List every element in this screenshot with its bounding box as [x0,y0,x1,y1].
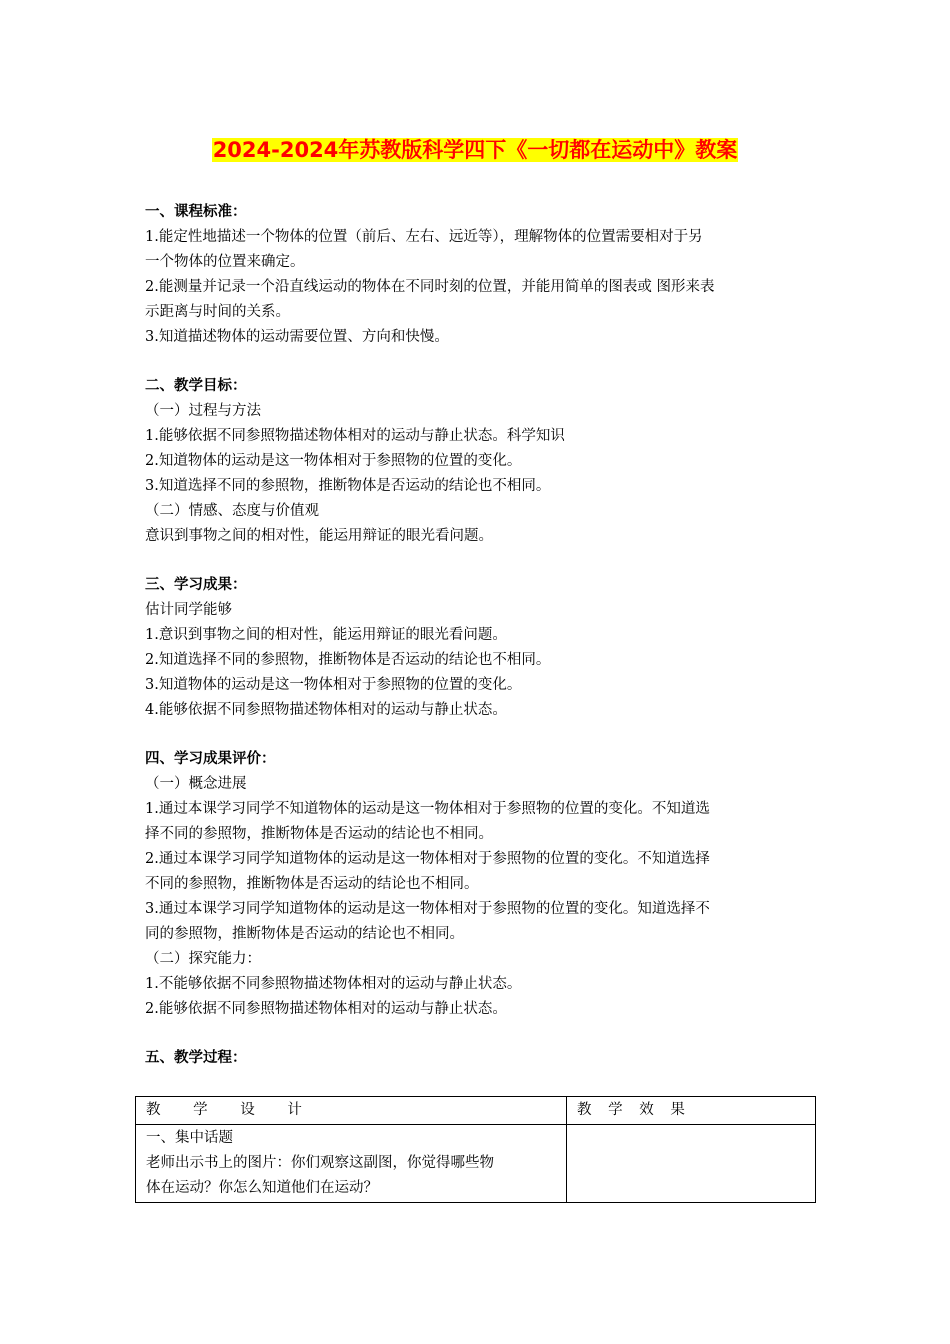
paragraph-line: （二）探究能力： [145,951,261,967]
section-heading: 五、教学过程： [145,1050,247,1066]
paragraph-line: （一）过程与方法 [145,403,261,419]
paragraph-line: 4.能够依据不同参照物描述物体相对的运动与静止状态。 [145,702,507,718]
paragraph-line: 同的参照物，推断物体是否运动的结论也不相同。 [145,926,464,942]
section-heading: 四、学习成果评价： [145,751,276,767]
paragraph-line: 3.知道选择不同的参照物，推断物体是否运动的结论也不相同。 [145,478,551,494]
paragraph-line: 3.知道描述物体的运动需要位置、方向和快慢。 [145,329,449,345]
section-learning-outcomes [145,573,815,723]
paragraph-line: 3.知道物体的运动是这一物体相对于参照物的位置的变化。 [145,677,522,693]
section-heading: 三、学习成果： [145,577,247,593]
paragraph-line: （二）情感、态度与价值观 [145,503,319,519]
paragraph-line: 1.意识到事物之间的相对性，能运用辩证的眼光看问题。 [145,627,507,643]
paragraph-line: 2.知道物体的运动是这一物体相对于参照物的位置的变化。 [145,453,522,469]
paragraph-line: 2.通过本课学习同学知道物体的运动是这一物体相对于参照物的位置的变化。不知道选择 [145,851,710,867]
section-outcome-evaluation [145,747,815,1022]
table-cell-design [136,1125,567,1203]
paragraph-line: （一）概念进展 [145,776,247,792]
paragraph-line: 2.能够依据不同参照物描述物体相对的运动与静止状态。 [145,1001,507,1017]
paragraph-line: 估计同学能够 [145,602,232,618]
cell-line: 体在运动？你怎么知道他们在运动？ [146,1180,378,1196]
paragraph-line: 不同的参照物，推断物体是否运动的结论也不相同。 [145,876,479,892]
paragraph-line: 择不同的参照物，推断物体是否运动的结论也不相同。 [145,826,493,842]
section-curriculum-standard [145,200,815,350]
paragraph-line: 1.能定性地描述一个物体的位置（前后、左右、远近等），理解物体的位置需要相对于另 [145,229,703,245]
paragraph-line: 3.通过本课学习同学知道物体的运动是这一物体相对于参照物的位置的变化。知道选择不 [145,901,710,917]
paragraph-line: 1.能够依据不同参照物描述物体相对的运动与静止状态。科学知识 [145,428,565,444]
cell-line: 老师出示书上的图片：你们观察这副图，你觉得哪些物 [146,1155,494,1171]
paragraph-line: 一个物体的位置来确定。 [145,254,305,270]
table-header-cell: 教 学 设 计 [136,1097,567,1125]
teaching-process-table [135,1096,816,1203]
section-heading: 二、教学目标： [145,378,247,394]
paragraph-line: 意识到事物之间的相对性，能运用辩证的眼光看问题。 [145,528,493,544]
cell-line: 一、集中话题 [146,1130,233,1146]
table-cell-effect [567,1125,816,1203]
section-teaching-objectives [145,374,815,549]
section-teaching-process [145,1046,815,1071]
section-heading: 一、课程标准： [145,204,247,220]
table-header-cell: 教 学 效 果 [567,1097,816,1125]
paragraph-line: 示距离与时间的关系。 [145,304,290,320]
title-text: 2024-2024年苏教版科学四下《一切都在运动中》教案 [212,138,738,162]
paragraph-line: 1.通过本课学习同学不知道物体的运动是这一物体相对于参照物的位置的变化。不知道选 [145,801,710,817]
document-title [0,135,950,165]
table-row [136,1125,816,1203]
table-header-row [136,1097,816,1125]
paragraph-line: 2.知道选择不同的参照物，推断物体是否运动的结论也不相同。 [145,652,551,668]
paragraph-line: 2.能测量并记录一个沿直线运动的物体在不同时刻的位置，并能用简单的图表或 图形来表 [145,279,715,295]
document-body [145,200,815,1071]
paragraph-line: 1.不能够依据不同参照物描述物体相对的运动与静止状态。 [145,976,522,992]
